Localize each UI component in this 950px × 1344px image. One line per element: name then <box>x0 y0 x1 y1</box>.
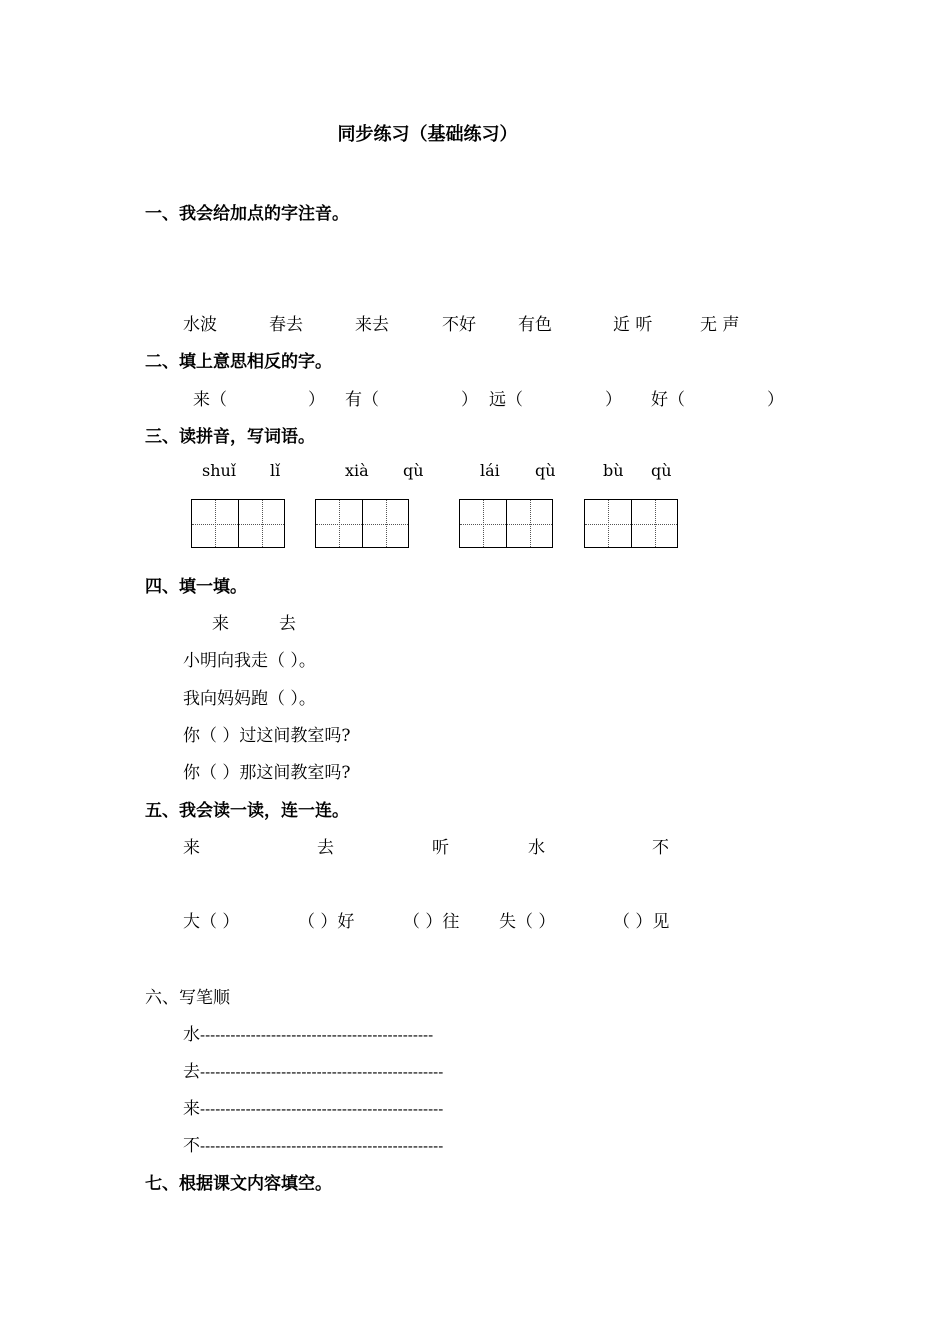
match-top-5: 不 <box>652 838 669 858</box>
match-bottom-5: （ ）见 <box>613 912 670 932</box>
antonym-1-close: ） <box>308 390 325 410</box>
stroke-dash-line[interactable]: ---------------------------------------------- <box>200 1026 434 1044</box>
section-3-heading: 三、读拼音，写词语。 <box>145 427 315 447</box>
stroke-row-2 <box>183 1057 443 1082</box>
antonym-1-open: 来（ <box>193 390 227 410</box>
stroke-char: 来 <box>183 1099 200 1119</box>
word-1: 水波 <box>183 315 217 335</box>
match-bottom-2: （ ）好 <box>298 912 355 932</box>
pinyin-1b: lǐ <box>270 461 281 480</box>
antonym-2-open: 有（ <box>345 390 379 410</box>
writing-grid-4[interactable] <box>584 499 678 548</box>
section-2-heading: 二、填上意思相反的字。 <box>145 352 332 372</box>
fill-line-4: 你（ ）那这间教室吗? <box>183 763 351 783</box>
writing-grid-2[interactable] <box>315 499 409 548</box>
fill-line-2: 我向妈妈跑（ ）。 <box>183 689 316 709</box>
section-6-heading: 六、写笔顺 <box>145 988 230 1008</box>
fill-line-1: 小明向我走（ ）。 <box>183 651 316 671</box>
match-bottom-4: 失（ ） <box>499 912 556 932</box>
match-top-3: 听 <box>432 838 449 858</box>
word-2: 春去 <box>269 315 303 335</box>
match-top-2: 去 <box>317 838 334 858</box>
fill-line-3: 你（ ）过这间教室吗? <box>183 726 351 746</box>
pinyin-2a: xià <box>345 461 369 480</box>
antonym-4-open: 好（ <box>651 390 685 410</box>
stroke-row-1 <box>183 1020 433 1045</box>
page-title: 同步练习（基础练习） <box>337 124 518 145</box>
antonym-4-close: ） <box>767 390 784 410</box>
pinyin-1a: shuǐ <box>202 461 236 480</box>
option-qu: 去 <box>279 614 296 634</box>
antonym-3-close: ） <box>605 390 622 410</box>
pinyin-2b: qù <box>403 461 424 480</box>
word-5: 有色 <box>518 315 552 335</box>
stroke-row-3 <box>183 1094 443 1119</box>
stroke-char: 水 <box>183 1025 200 1045</box>
section-7-heading: 七、根据课文内容填空。 <box>145 1174 332 1194</box>
section-4-heading: 四、填一填。 <box>145 577 247 597</box>
match-bottom-1: 大（ ） <box>183 912 240 932</box>
word-3: 来去 <box>355 315 389 335</box>
match-top-4: 水 <box>528 838 545 858</box>
match-bottom-3: （ ）往 <box>403 912 460 932</box>
pinyin-3b: qù <box>535 461 556 480</box>
section-5-heading: 五、我会读一读，连一连。 <box>145 801 349 821</box>
stroke-char: 不 <box>183 1136 200 1156</box>
antonym-2-close: ） <box>461 390 478 410</box>
stroke-char: 去 <box>183 1062 200 1082</box>
stroke-dash-line[interactable]: ------------------------------------------------ <box>200 1100 444 1118</box>
stroke-dash-line[interactable]: ------------------------------------------------ <box>200 1063 444 1081</box>
word-4: 不好 <box>442 315 476 335</box>
writing-grid-1[interactable] <box>191 499 285 548</box>
match-top-1: 来 <box>183 838 200 858</box>
pinyin-3a: lái <box>480 461 500 480</box>
pinyin-4a: bù <box>603 461 624 480</box>
pinyin-4b: qù <box>651 461 672 480</box>
word-6: 近 听 <box>613 315 653 335</box>
option-lai: 来 <box>212 614 229 634</box>
writing-grid-3[interactable] <box>459 499 553 548</box>
stroke-dash-line[interactable]: ------------------------------------------------ <box>200 1137 444 1155</box>
section-1-heading: 一、我会给加点的字注音。 <box>145 204 349 224</box>
word-7: 无 声 <box>700 315 740 335</box>
antonym-3-open: 远（ <box>489 390 523 410</box>
stroke-row-4 <box>183 1131 443 1156</box>
